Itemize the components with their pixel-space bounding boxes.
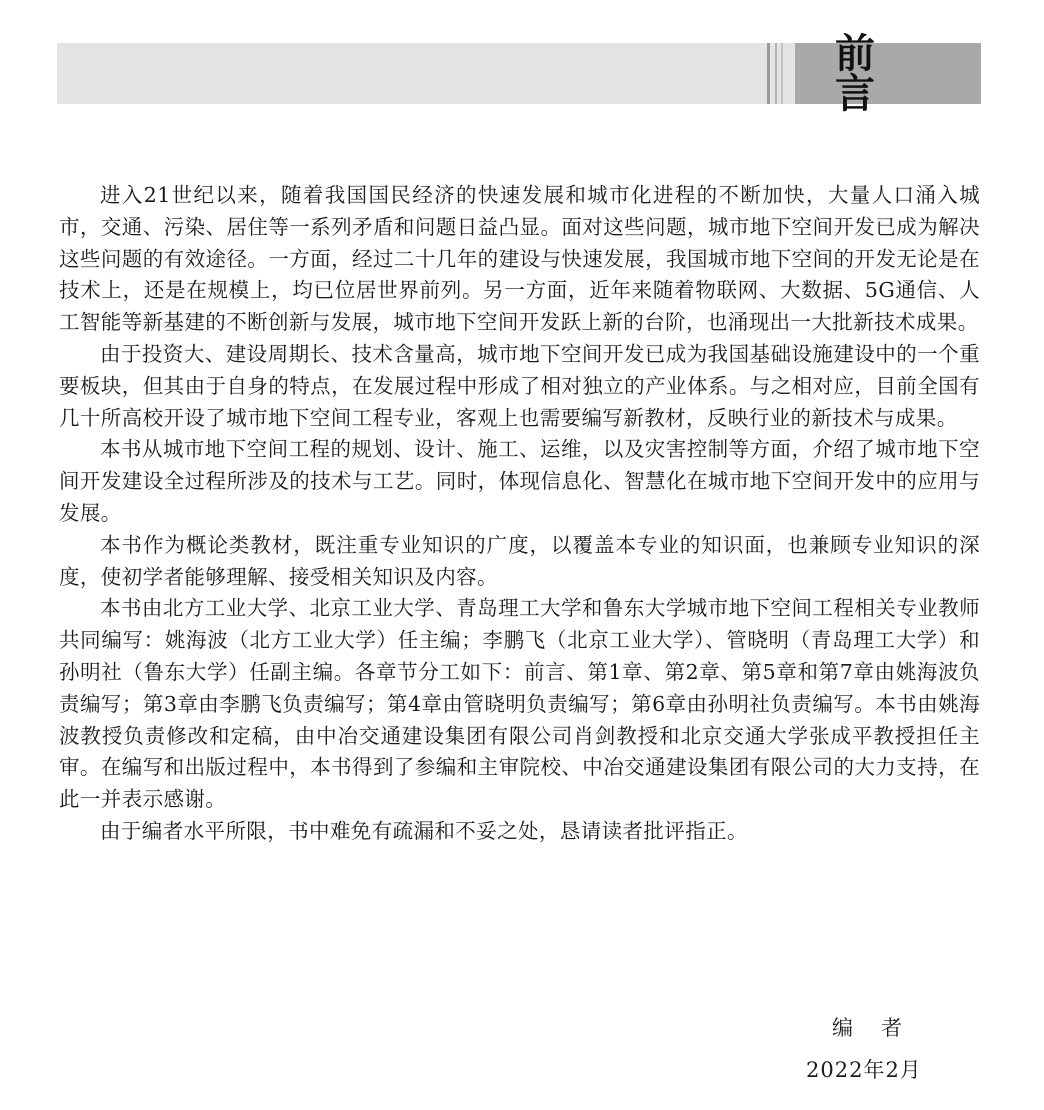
signature-date: 2022年2月	[806, 1058, 922, 1082]
author-signature: 编者	[832, 1016, 930, 1040]
title-box	[795, 29, 981, 117]
preface-body	[59, 180, 980, 848]
header-divider-line	[775, 43, 777, 104]
paragraph: 进入21世纪以来，随着我国国民经济的快速发展和城市化进程的不断加快，大量人口涌入城市，交通、污染、居住等一系列矛盾和问题日益凸显。面对这些问题，城市地下空间开发已成为解决这些问题的有效途径。一方面，经过二十几年的建设与快速发展，我国城市地下空间的开发无论是在技术上，还是在规模上，均已位居世界前列。另一方面，近年来随着物联网、大数据、5G通信、人工智能等新基建的不断创新与发展，城市地下空间开发跃上新的台阶，也涌现出一大批新技术成果。	[59, 183, 980, 335]
paragraph: 由于编者水平所限，书中难免有疏漏和不妥之处，恳请读者批评指正。	[100, 818, 748, 843]
paragraph: 本书由北方工业大学、北京工业大学、青岛理工大学和鲁东大学城市地下空间工程相关专业教师共同编写：姚海波（北方工业大学）任主编；李鹏飞（北京工业大学）、管晓明（青岛理工大学）和孙明社（鲁东大学）任副主编。各章节分工如下：前言、第1章、第2章、第5章和第7章由姚海波负责编写；第3章由李鹏飞负责编写；第4章由管晓明负责编写；第6章由孙明社负责编写。本书由姚海波教授负责修改和定稿，由中冶交通建设集团有限公司肖剑教授和北京交通大学张成平教授担任主审。在编写和出版过程中，本书得到了参编和主审院校、中冶交通建设集团有限公司的大力支持，在此一并表示感谢。	[59, 596, 980, 812]
page-title: 前 言	[835, 29, 919, 117]
header-divider-line	[767, 43, 770, 104]
paragraph: 本书从城市地下空间工程的规划、设计、施工、运维，以及灾害控制等方面，介绍了城市地下空间开发建设全过程所涉及的技术与工艺。同时，体现信息化、智慧化在城市地下空间开发中的应用与发展。	[59, 437, 980, 525]
paragraph: 本书作为概论类教材，既注重专业知识的广度，以覆盖本专业的知识面，也兼顾专业知识的深度，使初学者能够理解、接受相关知识及内容。	[59, 532, 980, 589]
header-divider-line	[781, 43, 783, 104]
paragraph: 由于投资大、建设周期长、技术含量高，城市地下空间开发已成为我国基础设施建设中的一个重要板块，但其由于自身的特点，在发展过程中形成了相对独立的产业体系。与之相对应，目前全国有几十所高校开设了城市地下空间工程专业，客观上也需要编写新教材，反映行业的新技术与成果。	[59, 341, 980, 430]
